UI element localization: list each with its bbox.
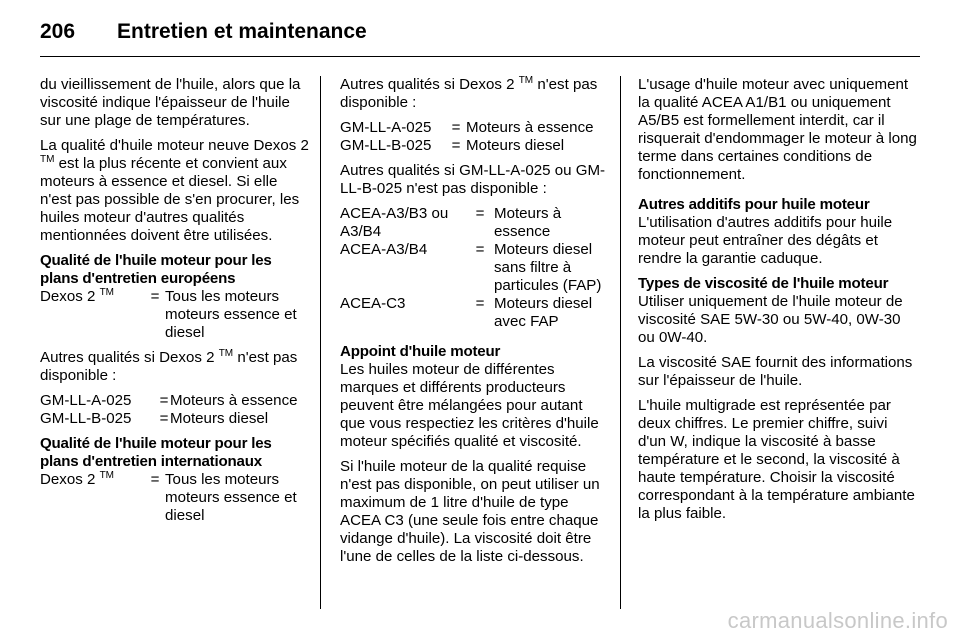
spec-table: [40, 288, 310, 342]
paragraph: Autres qualités si GM-LL-A-025 ou GM-LL-B-025 n'est pas disponible :: [340, 162, 606, 197]
row-value: Moteurs diesel: [170, 410, 269, 427]
paragraph: Autres qualités si Dexos 2 ™ n'est pas disponible :: [40, 347, 298, 384]
table-row: [340, 241, 610, 295]
column-2: [340, 76, 610, 573]
table-row: [40, 392, 310, 410]
page-title: Entretien et maintenance: [117, 20, 367, 43]
paragraph: du vieillissement de l'huile, alors que la viscosité indique l'épaisseur de l'huile sur une plage de températures.: [40, 76, 301, 129]
page-number: 206: [40, 20, 76, 43]
row-value: Moteurs diesel: [466, 137, 565, 154]
row-eq: =: [150, 288, 160, 305]
table-row: [340, 119, 610, 137]
table-row: [340, 295, 610, 331]
section-heading: Qualité de l'huile moteur pour les plans d'entretien européens: [40, 252, 272, 287]
trademark: TM: [40, 153, 55, 165]
spec-table: [340, 205, 610, 331]
paragraph: L'usage d'huile moteur avec uniquement la qualité ACEA A1/B1 ou uniquement A5/B5 est formellement interdit, car il risquerait d'endommager le moteur à long terme dans certaines conditions de fonctionnement.: [638, 76, 917, 183]
column-1: [40, 76, 310, 532]
watermark: carmanualsonline.info: [727, 608, 948, 633]
row-key: GM-LL-A-025: [340, 119, 432, 136]
paragraph: [40, 137, 310, 245]
row-eq: =: [159, 410, 169, 427]
row-eq: =: [475, 295, 485, 312]
paragraph: Utiliser uniquement de l'huile moteur de viscosité SAE 5W-30 ou 5W-40, 0W-30 ou 0W-40.: [638, 293, 903, 346]
table-row: [40, 288, 310, 342]
row-key: GM-LL-B-025: [40, 410, 132, 427]
row-value: Moteurs à essence: [466, 119, 594, 136]
table-row: [40, 410, 310, 428]
section-heading: Autres additifs pour huile moteur: [638, 196, 870, 213]
row-eq: =: [475, 205, 485, 222]
row-value: Moteurs diesel sans filtre à particules (FAP): [494, 241, 602, 294]
row-key: GM-LL-A-025: [40, 392, 132, 409]
row-key: Dexos 2 ™: [40, 286, 115, 305]
paragraph: Si l'huile moteur de la qualité requise n'est pas disponible, on peut utiliser un maximum de 1 litre d'huile de type ACEA C3 (une seule fois entre chaque vidange d'huile). La viscosité doit être l'une de celles de la liste ci-dessous.: [340, 458, 600, 565]
paragraph: Les huiles moteur de différentes marques et différents producteurs peuvent être mélangées pour autant que vous respectiez les critères d'huile moteur spécifiés qualité et viscosité.: [340, 361, 599, 450]
row-key: ACEA-A3/B4: [340, 241, 428, 258]
table-row: [40, 471, 310, 525]
spec-table: [40, 392, 310, 428]
section-heading: Qualité de l'huile moteur pour les plans d'entretien internationaux: [40, 435, 272, 470]
row-eq: =: [451, 119, 461, 136]
paragraph: L'utilisation d'autres additifs pour huile moteur peut entraîner des dégâts et rendre la garantie caduque.: [638, 214, 893, 267]
paragraph: La viscosité SAE fournit des informations sur l'épaisseur de l'huile.: [638, 354, 913, 389]
row-key: GM-LL-B-025: [340, 137, 432, 154]
row-value: Moteurs diesel avec FAP: [494, 295, 593, 330]
row-value: Moteurs à essence: [494, 205, 562, 240]
text: La qualité d'huile moteur neuve Dexos 2: [40, 137, 309, 154]
paragraph: L'huile multigrade est représentée par deux chiffres. Le premier chiffre, suivi d'un W, indique la viscosité à basse température et le second, la viscosité à haute température. Choisir la viscosité correspondant à la température ambiante la plus faible.: [638, 397, 915, 522]
section-heading: Appoint d'huile moteur: [340, 343, 501, 360]
column-divider: [620, 76, 621, 609]
spec-table: [40, 471, 310, 525]
row-eq: =: [150, 471, 160, 488]
row-eq: =: [451, 137, 461, 154]
row-eq: =: [159, 392, 169, 409]
row-key: ACEA-C3: [340, 295, 406, 312]
table-row: [340, 205, 610, 241]
text: est la plus récente et convient aux moteurs à essence et diesel. Si elle n'est pas possible de s'en procurer, les huiles moteur d'autres qualités mentionnées doivent être utilisées.: [40, 155, 300, 244]
row-eq: =: [475, 241, 485, 258]
page-header: [40, 18, 920, 57]
row-key: ACEA-A3/B3 ou A3/B4: [340, 205, 449, 240]
column-divider: [320, 76, 321, 609]
section-heading: Types de viscosité de l'huile moteur: [638, 275, 889, 292]
row-value: Tous les moteurs moteurs essence et diesel: [165, 288, 297, 341]
row-key: Dexos 2 ™: [40, 469, 115, 488]
table-row: [340, 137, 610, 155]
row-value: Moteurs à essence: [170, 392, 298, 409]
spec-table: [340, 119, 610, 155]
row-value: Tous les moteurs moteurs essence et diesel: [165, 471, 297, 524]
paragraph: Autres qualités si Dexos 2 ™ n'est pas disponible :: [340, 74, 598, 111]
column-3: [638, 76, 918, 530]
